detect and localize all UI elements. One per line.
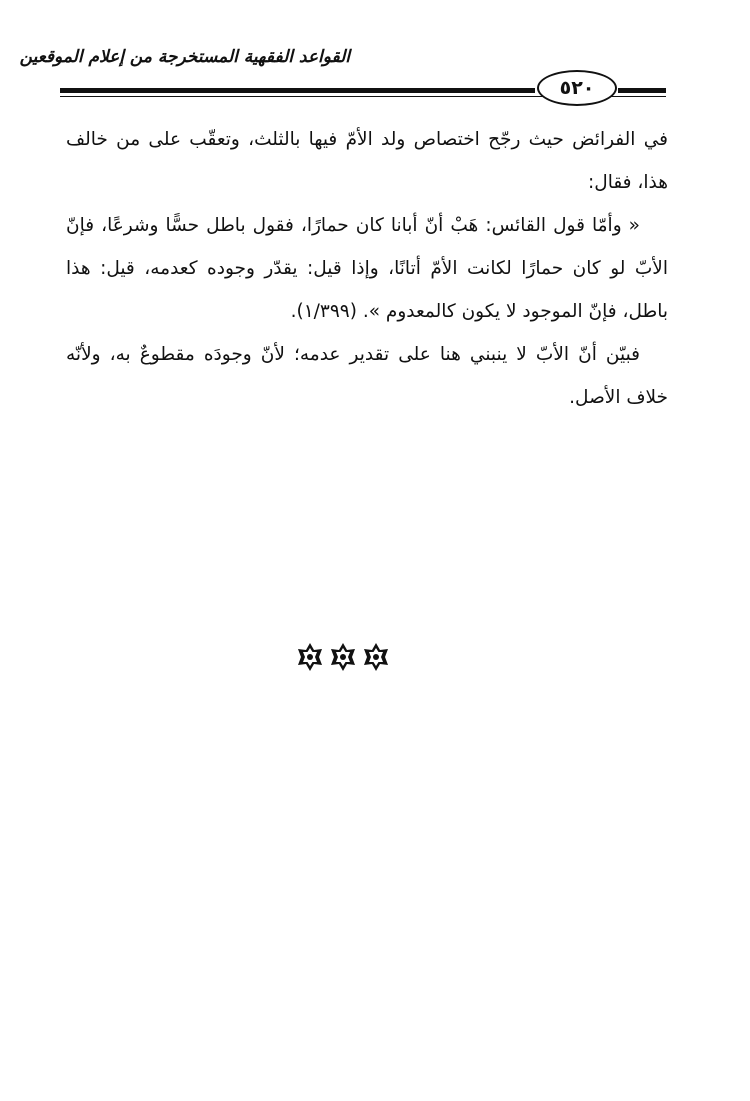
page-number: ٥٢٠ <box>559 77 595 99</box>
header-rule-thick-right <box>618 88 666 93</box>
running-title: القواعد الفقهية المستخرجة من إعلام الموقعين <box>19 47 350 67</box>
paragraph-1: في الفرائض حيث رجّح اختصاص ولد الأمّ فيها بالثلث، وتعقّب على من خالف هذا، فقال: <box>66 129 668 193</box>
star-ornament-icon <box>328 642 358 672</box>
paragraph-2: « وأمّا قول القائس: هَبْ أنّ أبانا كان حمارًا، فقول باطل حسًّا وشرعًا، فإنّ الأبّ لو كان حمارًا لكانت الأمّ أتانًا، وإذا قيل: يقدّر وجوده كعدمه، قيل: هذا باطل، فإنّ الموجود لا يكون كالمعدوم ». (١/٣٩٩). <box>66 215 668 322</box>
star-ornament-icon <box>295 642 325 672</box>
star-ornament-icon <box>361 642 391 672</box>
header-rule-thick <box>60 88 535 93</box>
paragraph-3: فبيّن أنّ الأبّ لا ينبني هنا على تقدير عدمه؛ لأنّ وجودَه مقطوعٌ به، ولأنّه خلاف الأصل. <box>66 344 668 408</box>
page-number-badge <box>537 70 617 106</box>
section-end-ornament <box>295 640 391 674</box>
body-text <box>66 118 668 419</box>
